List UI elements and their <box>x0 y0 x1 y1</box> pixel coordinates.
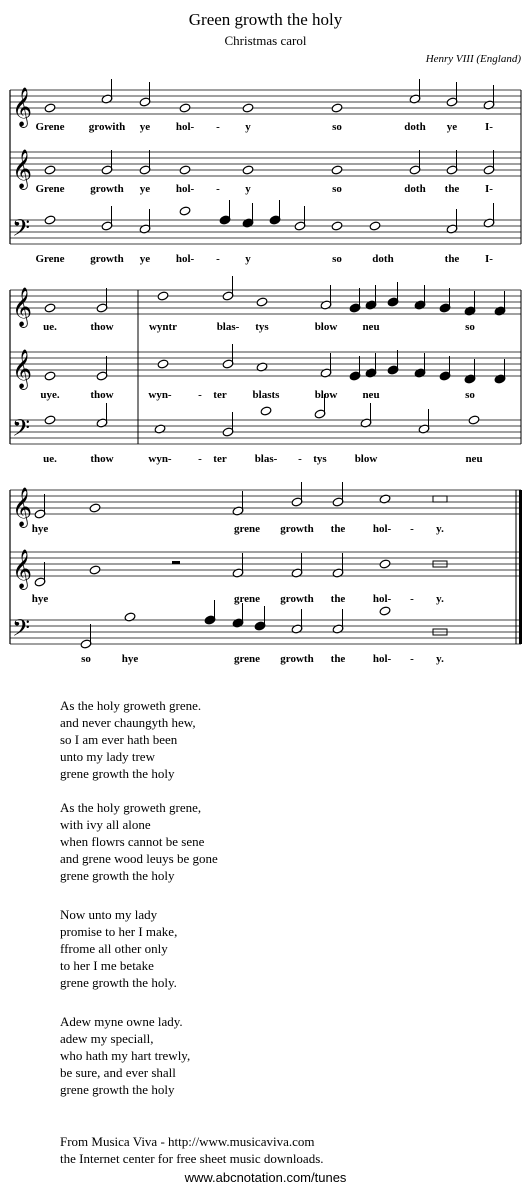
lyric-syllable: grene <box>233 593 261 605</box>
half-rest <box>172 561 180 564</box>
lyric-syllable: growith <box>88 121 126 133</box>
verse-line: grene growth the holy <box>60 1082 175 1097</box>
whole-note <box>331 165 343 175</box>
whole-note <box>44 303 56 313</box>
lyric-syllable: - <box>410 593 414 605</box>
composer-credit: Henry VIII (England) <box>425 53 521 65</box>
lyric-syllable: neu <box>362 389 380 401</box>
lyric-syllable: - <box>216 121 220 133</box>
lyric-syllable: growth <box>280 523 314 535</box>
lyric-syllable: tys <box>255 321 269 333</box>
lyric-syllable: Grene <box>35 183 65 195</box>
verse-line: unto my lady trew <box>60 749 155 764</box>
verse-line: and never chaungyth hew, <box>60 715 196 730</box>
bass-clef-icon: 𝄢 <box>12 214 31 247</box>
lyric-syllable: Grene <box>35 121 65 133</box>
footer-line-1: From Musica Viva - http://www.musicaviva.com <box>60 1134 315 1149</box>
lyric-syllable: blas- <box>216 321 240 333</box>
lyric-syllable: y <box>245 121 251 133</box>
verse-line: and grene wood leuys be gone <box>60 851 218 866</box>
lyric-syllable: neu <box>465 453 483 465</box>
lyric-syllable: hol- <box>372 523 392 535</box>
lyric-syllable: the <box>330 593 346 605</box>
lyric-syllable: I- <box>485 253 493 265</box>
lyric-syllable: wyn- <box>148 453 172 465</box>
lyric-syllable: ye <box>139 121 151 133</box>
lyric-syllable: hol- <box>175 121 195 133</box>
verse-line: Adew myne owne lady. <box>60 1014 183 1029</box>
verse-line: promise to her I make, <box>60 924 178 939</box>
verse-line: ffrome all other only <box>60 941 168 956</box>
treble-clef-icon: 𝄞 <box>12 487 33 527</box>
whole-note <box>256 297 268 307</box>
lyric-syllable: so <box>81 653 91 665</box>
treble-clef-icon: 𝄞 <box>12 287 33 327</box>
whole-note <box>44 371 56 381</box>
whole-note <box>179 165 191 175</box>
lyric-syllable: grene <box>233 523 261 535</box>
lyric-syllable: y. <box>436 593 444 605</box>
lyric-syllable: thow <box>90 453 114 465</box>
lyric-syllable: blasts <box>252 389 280 401</box>
lyric-syllable: ue. <box>43 321 57 333</box>
lyric-syllable: so <box>332 253 342 265</box>
treble-clef-icon: 𝄞 <box>12 549 33 589</box>
verse-line: with ivy all alone <box>60 817 151 832</box>
lyric-syllable: uye. <box>40 389 60 401</box>
lyric-syllable: the <box>444 183 460 195</box>
lyric-syllable: ye <box>139 253 151 265</box>
whole-note <box>179 103 191 113</box>
lyric-syllable: hol- <box>372 593 392 605</box>
breve-note <box>433 496 447 502</box>
whole-note <box>154 424 166 434</box>
whole-note <box>157 291 169 301</box>
lyric-syllable: doth <box>404 183 426 195</box>
lyric-syllable: - <box>298 453 302 465</box>
final-barline-thick <box>519 490 522 644</box>
verse-3 <box>60 906 177 991</box>
lyric-syllable: tys <box>313 453 327 465</box>
whole-note <box>44 103 56 113</box>
lyric-syllable: ye <box>446 121 458 133</box>
lyric-syllable: growth <box>280 653 314 665</box>
lyric-syllable: blow <box>314 321 338 333</box>
lyric-syllable: Grene <box>35 253 65 265</box>
lyric-syllable: blow <box>314 389 338 401</box>
lyric-syllable: hye <box>121 653 139 665</box>
whole-note <box>260 406 272 416</box>
lyric-syllable: I- <box>485 183 493 195</box>
lyric-syllable: ue. <box>43 453 57 465</box>
verse-line: when flowrs cannot be sene <box>60 834 205 849</box>
lyric-syllable: growth <box>90 253 124 265</box>
verse-line: so I am ever hath been <box>60 732 178 747</box>
whole-note <box>124 612 136 622</box>
verse-line: be sure, and ever shall <box>60 1065 176 1080</box>
whole-note <box>331 103 343 113</box>
lyric-syllable: - <box>410 653 414 665</box>
lyric-syllable: ter <box>213 389 227 401</box>
bass-clef-icon: 𝄢 <box>12 414 31 447</box>
lyric-syllable: y <box>245 253 251 265</box>
whole-note <box>468 415 480 425</box>
whole-note <box>256 362 268 372</box>
lyric-syllable: blow <box>354 453 378 465</box>
whole-note <box>379 494 391 504</box>
verse-line: who hath my hart trewly, <box>60 1048 191 1063</box>
lyric-syllable: wyntr <box>148 321 178 333</box>
lyric-syllable: so <box>332 121 342 133</box>
whole-note <box>157 359 169 369</box>
treble-clef-icon: 𝄞 <box>12 349 33 389</box>
whole-note <box>242 103 254 113</box>
lyric-syllable: ye <box>139 183 151 195</box>
lyric-syllable: - <box>216 183 220 195</box>
verse-line: As the holy groweth grene, <box>60 800 202 815</box>
verse-1 <box>60 697 201 782</box>
lyric-syllable: - <box>410 523 414 535</box>
whole-note <box>44 215 56 225</box>
lyric-syllable: y. <box>436 523 444 535</box>
lyric-syllable: growth <box>90 183 124 195</box>
verse-4 <box>60 1013 190 1098</box>
whole-note <box>89 565 101 575</box>
whole-note <box>44 415 56 425</box>
lyric-syllable: thow <box>90 389 114 401</box>
verse-line: grene growth the holy. <box>60 975 177 990</box>
lyric-syllable: the <box>330 523 346 535</box>
lyric-syllable: y <box>245 183 251 195</box>
verse-line: grene growth the holy <box>60 868 175 883</box>
whole-note <box>369 221 381 231</box>
verse-line: As the holy groweth grene. <box>60 698 202 713</box>
lyric-syllable: grene <box>233 653 261 665</box>
verse-line: to her I me betake <box>60 958 154 973</box>
whole-note <box>379 606 391 616</box>
lyric-syllable: doth <box>372 253 394 265</box>
lyric-syllable: growth <box>280 593 314 605</box>
whole-note <box>242 165 254 175</box>
whole-note <box>179 206 191 216</box>
lyric-syllable: y. <box>436 653 444 665</box>
lyric-syllable: wyn- <box>148 389 172 401</box>
lyric-syllable: hol- <box>175 253 195 265</box>
lyric-syllable: thow <box>90 321 114 333</box>
treble-clef-icon: 𝄞 <box>12 87 33 127</box>
whole-note <box>89 503 101 513</box>
lyric-syllable: - <box>198 453 202 465</box>
lyric-syllable: blas- <box>254 453 278 465</box>
treble-clef-icon: 𝄞 <box>12 149 33 189</box>
lyric-syllable: - <box>198 389 202 401</box>
lyric-syllable: so <box>332 183 342 195</box>
lyric-syllable: neu <box>362 321 380 333</box>
lyric-syllable: so <box>465 321 475 333</box>
footer-credit <box>60 1133 324 1167</box>
lyric-syllable: the <box>444 253 460 265</box>
lyric-syllable: hye <box>31 523 49 535</box>
lyric-syllable: so <box>465 389 475 401</box>
verse-line: grene growth the holy <box>60 766 175 781</box>
lyric-syllable: the <box>330 653 346 665</box>
footer-url-link[interactable]: www.abcnotation.com/tunes <box>184 1170 347 1185</box>
verse-line: adew my speciall, <box>60 1031 154 1046</box>
page-subtitle: Christmas carol <box>224 33 307 48</box>
lyric-syllable: - <box>216 253 220 265</box>
lyric-syllable: hol- <box>372 653 392 665</box>
lyric-syllable: hol- <box>175 183 195 195</box>
bass-clef-icon: 𝄢 <box>12 614 31 647</box>
lyric-syllable: doth <box>404 121 426 133</box>
verse-2 <box>60 799 218 884</box>
whole-note <box>44 165 56 175</box>
lyric-syllable: I- <box>485 121 493 133</box>
lyric-syllable: ter <box>213 453 227 465</box>
lyric-syllable: hye <box>31 593 49 605</box>
whole-note <box>331 221 343 231</box>
page-title: Green growth the holy <box>188 10 343 29</box>
verse-line: Now unto my lady <box>60 907 158 922</box>
whole-note <box>379 559 391 569</box>
footer-line-2: the Internet center for free sheet music downloads. <box>60 1151 324 1166</box>
